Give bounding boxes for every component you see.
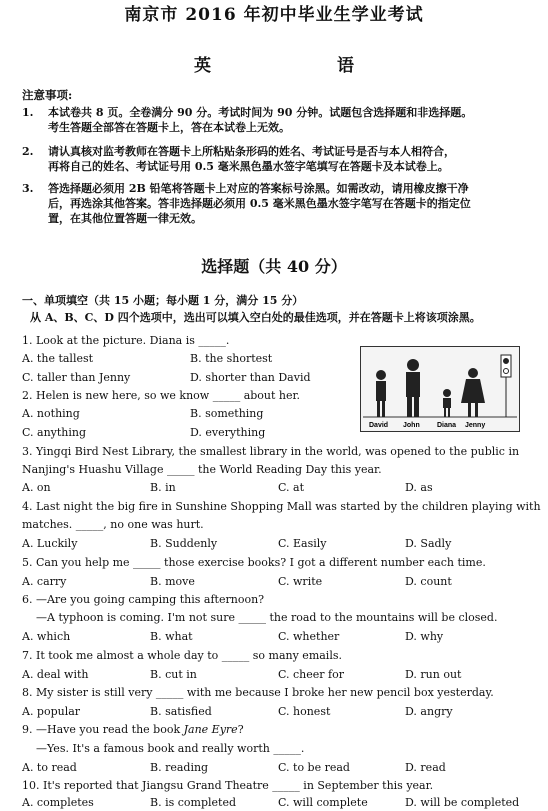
question-9-option-c: C. to be read — [278, 761, 350, 774]
question-6-stem-line1: 6. —Are you going camping this afternoon? — [22, 593, 265, 606]
question-10-stem: 10. It's reported that Jiangsu Grand Theatre _____ in September this year. — [22, 779, 434, 792]
question-2-option-b: B. something — [190, 407, 264, 420]
notice-text: 再将自己的姓名、考试证号用 0.5 毫米黑色墨水签字笔填写在答题卡及本试卷上。 — [48, 159, 449, 173]
question-6-option-c: C. whether — [278, 630, 340, 643]
question-4-option-c: C. Easily — [278, 537, 327, 550]
question-3-option-d: D. as — [405, 481, 433, 494]
people-illustration — [361, 347, 519, 431]
notice-item-1 — [22, 106, 532, 136]
question-6-option-a: A. which — [22, 630, 71, 643]
john-figure — [406, 359, 420, 417]
notice-number: 3. — [22, 182, 34, 195]
question-1-option-c: C. taller than Jenny — [22, 371, 131, 384]
question-5-option-c: C. write — [278, 575, 323, 588]
traffic-light — [501, 355, 511, 417]
notice-number: 1. — [22, 106, 34, 119]
question-6-stem-line2: —A typhoon is coming. I'm not sure _____ the road to the mountains will be closed. — [36, 611, 498, 624]
question-3-option-b: B. in — [150, 481, 176, 494]
question-5-option-a: A. carry — [22, 575, 67, 588]
question-8-option-b: B. satisfied — [150, 705, 212, 718]
question-4-option-d: D. Sadly — [405, 537, 452, 550]
part-instruction: 从 A、B、C、D 四个选项中，选出可以填入空白处的最佳选项，并在答题卡上将该项涂黑。 — [30, 311, 481, 324]
jenny-figure — [461, 368, 485, 417]
notice-text: 置，在其他位置答题一律无效。 — [48, 211, 202, 225]
question-8-stem: 8. My sister is still very _____ with me because I broke her new pencil box yesterday. — [22, 686, 494, 699]
question-2-option-d: D. everything — [190, 426, 266, 439]
notice-text: 本试卷共 8 页。全卷满分 90 分。考试时间为 90 分钟。试题包含选择题和非选择题。 — [48, 106, 473, 119]
part-title: 一、单项填空（共 15 小题；每小题 1 分，满分 15 分） — [22, 294, 304, 307]
question-4-stem-line2: matches. _____, no one was hurt. — [22, 518, 204, 531]
question-2-option-a: A. nothing — [22, 407, 80, 420]
question-9-stem-line1 — [22, 723, 244, 738]
question-6-option-b: B. what — [150, 630, 193, 643]
question-8-option-c: C. honest — [278, 705, 331, 718]
question-4-option-b: B. Suddenly — [150, 537, 218, 550]
question-5-stem: 5. Can you help me _____ those exercise books? I got a different number each time. — [22, 556, 486, 569]
name-label: John — [403, 422, 420, 429]
notice-text: 考生答题全部答在答题卡上，答在本试卷上无效。 — [48, 120, 290, 134]
question-10-option-d: D. will be completed — [405, 796, 520, 809]
question-7-option-a: A. deal with — [22, 668, 89, 681]
question-1-option-a: A. the tallest — [22, 352, 94, 365]
question-3-stem-line1: 3. Yingqi Bird Nest Library, the smallest library in the world, was opened to the public in — [22, 445, 520, 458]
question-picture — [360, 346, 520, 432]
question-1-stem: 1. Look at the picture. Diana is _____. — [22, 334, 230, 347]
question-6-option-d: D. why — [405, 630, 444, 643]
name-label: Jenny — [465, 422, 486, 429]
exam-title: 南京市 2016 年初中毕业生学业考试 — [124, 5, 424, 25]
question-3-option-a: A. on — [22, 481, 51, 494]
question-8-option-a: A. popular — [22, 705, 81, 718]
book-title: Jane Eyre — [183, 723, 238, 736]
question-9-option-b: B. reading — [150, 761, 209, 774]
question-1-option-d: D. shorter than David — [190, 371, 311, 384]
question-7-stem: 7. It took me almost a whole day to _____ so many emails. — [22, 649, 342, 662]
question-3-option-c: C. at — [278, 481, 304, 494]
question-3-stem-line2: Nanjing's Huashu Village _____ the World Reading Day this year. — [22, 463, 382, 476]
notice-item-2 — [22, 145, 532, 175]
name-label: Diana — [437, 422, 457, 429]
subject-title: 英 语 — [194, 56, 414, 76]
question-2-option-c: C. anything — [22, 426, 87, 439]
name-label: David — [369, 422, 389, 429]
section-title: 选择题（共 40 分） — [201, 257, 347, 276]
notice-text: 答选择题必须用 2B 铅笔将答题卡上对应的答案标号涂黑。如需改动，请用橡皮擦干净 — [48, 182, 469, 195]
question-4-stem-line1: 4. Last night the big fire in Sunshine Shopping Mall was started by the children playing with — [22, 500, 541, 513]
david-figure — [376, 370, 386, 417]
question-4-option-a: A. Luckily — [22, 537, 78, 550]
question-10-option-c: C. will complete — [278, 796, 368, 809]
diana-figure — [443, 389, 451, 417]
question-10-option-a: A. completes — [22, 796, 94, 809]
question-5-option-d: D. count — [405, 575, 452, 588]
notice-text: 后，再选涂其他答案。答非选择题必须用 0.5 毫米黑色墨水签字笔写在答题卡的指定位 — [48, 196, 471, 210]
question-7-option-d: D. run out — [405, 668, 462, 681]
notice-heading: 注意事项: — [22, 88, 73, 102]
question-8-option-d: D. angry — [405, 705, 453, 718]
question-9-stem-text: ? — [237, 723, 244, 736]
question-7-option-b: B. cut in — [150, 668, 197, 681]
question-1-option-b: B. the shortest — [190, 352, 273, 365]
question-9-option-d: D. read — [405, 761, 446, 774]
notice-number: 2. — [22, 145, 34, 158]
question-10-option-b: B. is completed — [150, 796, 236, 809]
question-2-stem: 2. Helen is new here, so we know _____ about her. — [22, 389, 301, 402]
question-9-option-a: A. to read — [22, 761, 77, 774]
question-9-stem-text: 9. —Have you read the book — [22, 723, 184, 736]
question-7-option-c: C. cheer for — [278, 668, 344, 681]
question-9-stem-line2: —Yes. It's a famous book and really worth _____. — [36, 742, 305, 755]
question-5-option-b: B. move — [150, 575, 195, 588]
notice-item-3 — [22, 182, 532, 227]
notice-text: 请认真核对监考教师在答题卡上所粘贴条形码的姓名、考试证号是否与本人相符合， — [48, 145, 455, 158]
